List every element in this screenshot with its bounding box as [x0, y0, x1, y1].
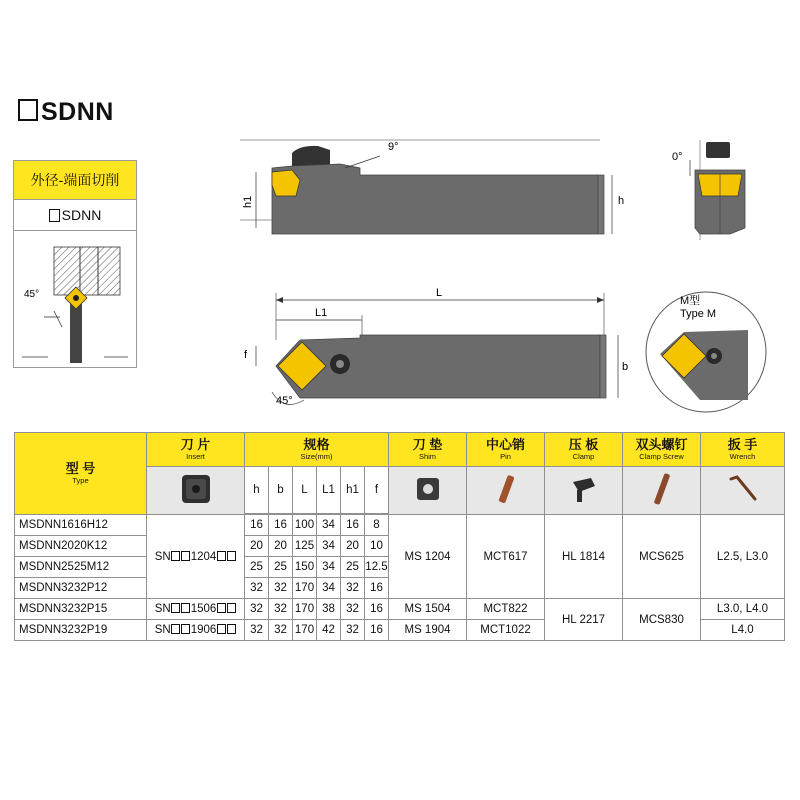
detail-label-en: Type M [680, 308, 717, 320]
h-label: h [618, 195, 625, 207]
wrench-cell: L3.0, L4.0 [701, 599, 785, 620]
h1-label: h1 [242, 195, 254, 208]
clamp-cell: HL 1814 [545, 515, 623, 599]
b-label: b [622, 361, 629, 373]
screw-cell: MCS625 [623, 515, 701, 599]
wrench-header: 扳 手 Wrench [701, 433, 785, 467]
table-row: MSDNN2020K12 20 20 125 34 20 10 [15, 536, 785, 557]
wrench-cell: L2.5, L3.0 [701, 515, 785, 599]
dim-h-header: h [245, 467, 269, 514]
table-row: MSDNN3232P12 32 32 170 34 32 16 [15, 578, 785, 599]
dim-L1-header: L1 [317, 467, 341, 514]
L-label: L [436, 287, 443, 299]
pin-cell: MCT1022 [467, 620, 545, 641]
wrench-icon [725, 471, 761, 507]
shim-cell: MS 1904 [389, 620, 467, 641]
spec-table [14, 432, 785, 641]
clamp-image [545, 467, 623, 515]
insert-image [147, 467, 245, 515]
shim-header: 刀 垫 Shim [389, 433, 467, 467]
table-row: MSDNN1616H12 SN 1204 16 16 100 34 16 8 MS 1204 MCT617 HL 1814 MCS625 L2.5, L3.0 [15, 515, 785, 536]
table-row: MSDNN3232P19 SN 1906 32 32 170 42 32 16 MS 1904 MCT1022 L4.0 [15, 620, 785, 641]
pin-header: 中心销 Pin [467, 433, 545, 467]
dim-b-header: b [269, 467, 293, 514]
shim-icon [413, 474, 443, 504]
clamp-header: 压 板 Clamp [545, 433, 623, 467]
insert-cell: SN 1906 [147, 620, 245, 641]
dim-f-header: f [365, 467, 389, 514]
clamp-icon [567, 472, 601, 506]
L1-label: L1 [315, 307, 328, 319]
shim-image [389, 467, 467, 515]
table-row: MSDNN3232P15 SN 1506 32 32 170 38 32 16 MS 1504 MCT822 HL 2217 MCS830 L3.0, L4.0 [15, 599, 785, 620]
screw-icon [647, 470, 677, 508]
pin-cell: MCT617 [467, 515, 545, 599]
wrench-image [701, 467, 785, 515]
pin-image [467, 467, 545, 515]
dim-h1-header: h1 [341, 467, 365, 514]
insert-cell: SN 1506 [147, 599, 245, 620]
type-header: 型 号 Type [15, 433, 147, 515]
wrench-cell: L4.0 [701, 620, 785, 641]
insert-header: 刀 片 Insert [147, 433, 245, 467]
insert-cell: SN 1204 [147, 515, 245, 599]
table-row: MSDNN2525M12 25 25 150 34 25 12.5 [15, 557, 785, 578]
clamp-cell: HL 2217 [545, 599, 623, 641]
detail-label-cn: M型 [680, 295, 701, 307]
screw-cell: MCS830 [623, 599, 701, 641]
operation-code: SDNN [14, 200, 136, 231]
page-title: SDNN [18, 98, 114, 127]
pin-cell: MCT822 [467, 599, 545, 620]
f-label: f [244, 349, 248, 361]
side-angle-label: 45° [24, 289, 40, 300]
bottom-angle-label: 45° [276, 395, 293, 407]
shim-cell: MS 1204 [389, 515, 467, 599]
dim-L-header: L [293, 467, 317, 514]
top-angle-label: 9° [388, 141, 399, 153]
size-header: 规格 Size(mm) [245, 433, 389, 467]
insert-icon [176, 469, 216, 509]
shim-cell: MS 1504 [389, 599, 467, 620]
screw-header: 双头螺钉 Clamp Screw [623, 433, 701, 467]
side-angle-label-top: 0° [672, 151, 683, 163]
pin-icon [491, 471, 521, 507]
screw-image [623, 467, 701, 515]
operation-category: 外径-端面切削 [14, 161, 136, 200]
